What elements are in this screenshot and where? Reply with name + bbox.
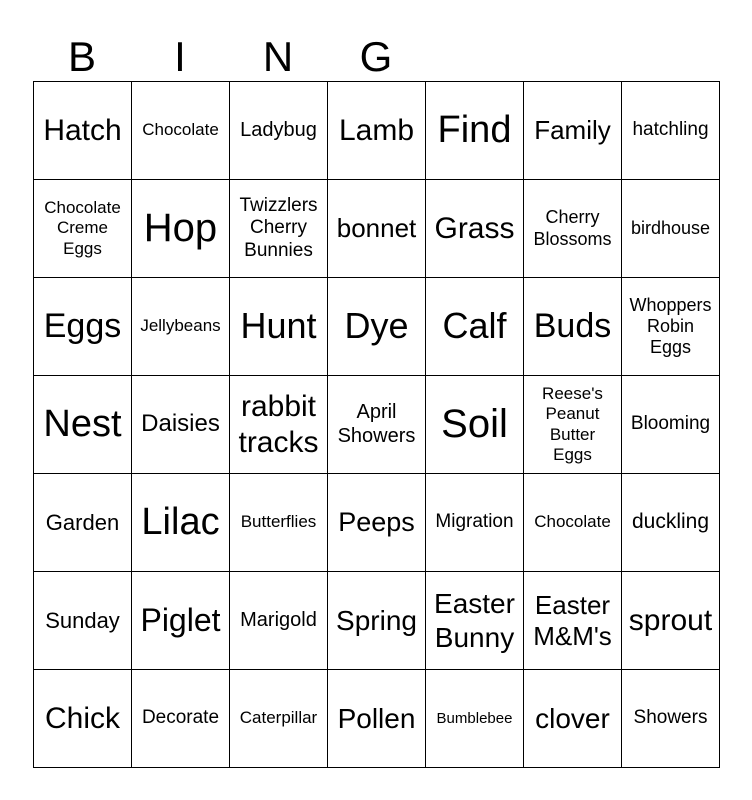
bingo-cell[interactable] [34, 82, 132, 180]
bingo-cell-label: Find [437, 109, 512, 152]
bingo-cell[interactable] [132, 572, 230, 670]
bingo-cell[interactable] [328, 376, 426, 474]
bingo-cell-label: Twizzlers Cherry Bunnies [239, 194, 318, 261]
bingo-cell-label: Pollen [337, 702, 416, 734]
bingo-cell-label: Whoppers Robin Eggs [629, 294, 712, 358]
bingo-cell[interactable] [132, 180, 230, 278]
bingo-cell-label: Buds [533, 307, 612, 346]
bingo-cell-label: Reese's Peanut Butter Eggs [542, 384, 603, 464]
bingo-cell-label: Bumblebee [436, 709, 513, 727]
bingo-cell[interactable] [524, 670, 622, 768]
bingo-cell-label: Decorate [141, 707, 220, 729]
bingo-cell[interactable] [426, 376, 524, 474]
bingo-cell[interactable] [230, 474, 328, 572]
bingo-cell[interactable] [230, 376, 328, 474]
bingo-cell-label: April Showers [337, 400, 416, 447]
bingo-cell-label: Hunt [240, 305, 317, 347]
bingo-cell[interactable] [132, 376, 230, 474]
bingo-cell-label: Cherry Blossoms [533, 207, 612, 249]
bingo-cell-label: Hop [143, 205, 218, 250]
bingo-cell[interactable] [622, 670, 720, 768]
bingo-cell[interactable] [328, 278, 426, 376]
bingo-cell-label: Chocolate Creme Eggs [44, 198, 121, 258]
header-letter-n: N [262, 33, 294, 80]
bingo-board [33, 81, 720, 768]
bingo-cell-label: Caterpillar [239, 708, 318, 728]
bingo-cell[interactable] [328, 82, 426, 180]
bingo-cell[interactable] [230, 180, 328, 278]
bingo-cell-label: Hatch [43, 113, 122, 147]
bingo-cell-label: Garden [45, 509, 120, 535]
bingo-cell[interactable] [622, 474, 720, 572]
bingo-cell[interactable] [524, 278, 622, 376]
bingo-cell-label: Jellybeans [140, 316, 221, 336]
bingo-cell-label: Showers [633, 707, 708, 729]
bingo-cell[interactable] [328, 670, 426, 768]
bingo-cell[interactable] [426, 474, 524, 572]
bingo-cell-label: Sunday [45, 607, 120, 633]
bingo-cell[interactable] [622, 180, 720, 278]
header-letter-i: I [174, 33, 186, 80]
bingo-cell-label: Easter Bunny [434, 588, 515, 653]
bingo-cell-label: bonnet [336, 213, 417, 244]
bingo-cell-label: Piglet [140, 601, 221, 638]
bingo-cell[interactable] [230, 82, 328, 180]
bingo-cell[interactable] [426, 180, 524, 278]
bingo-cell-label: hatchling [632, 119, 709, 141]
bingo-cell-label: Dye [344, 305, 409, 347]
bingo-cell[interactable] [230, 278, 328, 376]
bingo-cell-label: Grass [434, 211, 515, 245]
bingo-cell[interactable] [34, 180, 132, 278]
bingo-header [33, 34, 719, 80]
bingo-cell[interactable] [132, 474, 230, 572]
bingo-cell[interactable] [622, 82, 720, 180]
bingo-cell-label: Daisies [141, 410, 220, 438]
bingo-cell-label: Migration [435, 511, 514, 533]
bingo-cell-label: Soil [441, 401, 508, 446]
bingo-cell-label: Spring [336, 604, 417, 636]
bingo-cell-label: rabbit tracks [238, 390, 319, 459]
header-letter-b: B [67, 33, 96, 80]
bingo-cell[interactable] [132, 670, 230, 768]
bingo-cell[interactable] [622, 278, 720, 376]
bingo-cell-label: Blooming [630, 413, 711, 435]
bingo-cell[interactable] [622, 572, 720, 670]
bingo-cell-label: Peeps [338, 506, 415, 537]
bingo-cell-label: Eggs [43, 307, 122, 346]
bingo-cell-label: duckling [631, 510, 710, 534]
bingo-cell[interactable] [426, 278, 524, 376]
bingo-cell[interactable] [426, 572, 524, 670]
bingo-cell-label: birdhouse [630, 217, 711, 238]
bingo-cell[interactable] [426, 670, 524, 768]
bingo-cell[interactable] [34, 376, 132, 474]
bingo-cell-label: Chocolate [142, 120, 219, 140]
bingo-cell-label: Lamb [338, 113, 415, 147]
bingo-cell-label: Lilac [141, 501, 220, 544]
bingo-cell[interactable] [34, 572, 132, 670]
bingo-cell[interactable] [426, 82, 524, 180]
bingo-cell[interactable] [524, 82, 622, 180]
bingo-cell[interactable] [34, 474, 132, 572]
bingo-cell[interactable] [132, 278, 230, 376]
bingo-cell[interactable] [622, 376, 720, 474]
bingo-cell-label: Easter M&M's [533, 589, 612, 651]
bingo-cell[interactable] [524, 572, 622, 670]
bingo-cell-label: Ladybug [240, 118, 317, 141]
bingo-cell[interactable] [524, 180, 622, 278]
bingo-cell[interactable] [328, 180, 426, 278]
bingo-cell-label: Nest [43, 403, 122, 446]
bingo-cell[interactable] [524, 376, 622, 474]
bingo-cell[interactable] [34, 278, 132, 376]
bingo-cell-label: Family [534, 115, 611, 146]
bingo-cell[interactable] [524, 474, 622, 572]
bingo-cell[interactable] [230, 670, 328, 768]
bingo-cell[interactable] [328, 474, 426, 572]
bingo-cell[interactable] [328, 572, 426, 670]
bingo-cell-label: sprout [628, 603, 713, 637]
bingo-cell-label: Butterflies [240, 512, 317, 532]
bingo-cell-label: Chocolate [534, 512, 611, 532]
bingo-cell-label: clover [535, 702, 610, 734]
bingo-cell[interactable] [34, 670, 132, 768]
bingo-cell[interactable] [132, 82, 230, 180]
bingo-cell-label: Chick [44, 701, 120, 735]
header-letter-g: G [359, 33, 393, 80]
bingo-cell[interactable] [230, 572, 328, 670]
bingo-cell-label: Marigold [240, 608, 317, 631]
bingo-cell-label: Calf [442, 305, 507, 347]
